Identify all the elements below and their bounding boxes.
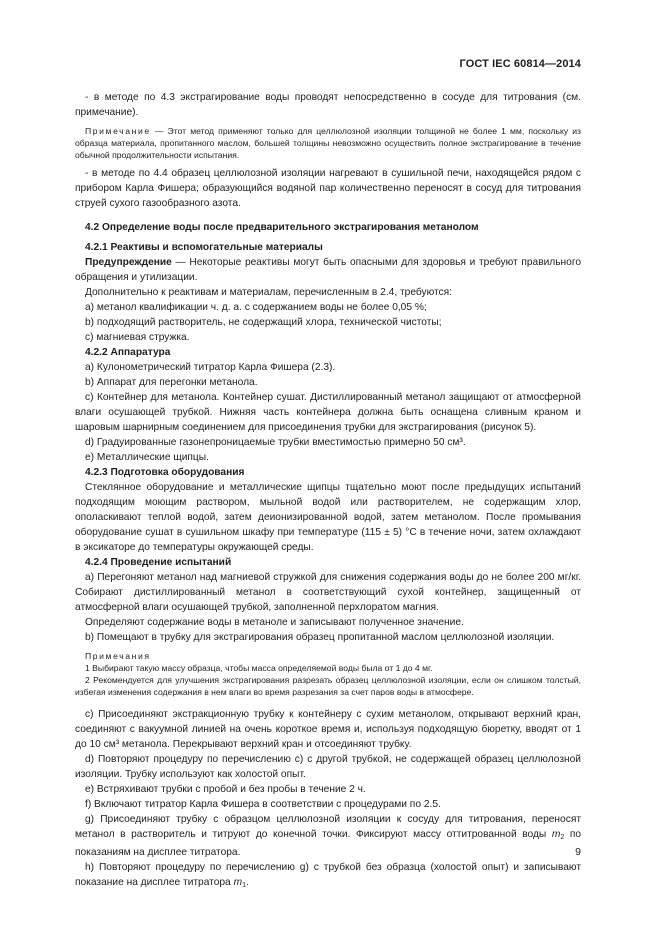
page-number: 9 (575, 846, 581, 858)
note-item: 2 Рекомендуется для улучшения экстрагирования разрезать образец целлюлозной изоляции, если он слишком толстый, избегая изменения содержания в нем влаги во время разрезания за счет паров воды в атмосфере. (75, 675, 581, 697)
paragraph: - в методе по 4.4 образец целлюлозной изоляции нагревают в сушильной печи, находящейся рядом с прибором Карла Фишера; образующийся водяной пар количественно переносят в сосуд для титрования струей сухого газообразного азота. (75, 168, 581, 209)
variable: m (551, 829, 561, 840)
item-text: g) Присоединяют трубку с образцом целлюлозной изоляции к сосуду для титрования, переносят метанол в растворитель и титруют до конечной точки. Фиксируют массу оттитрованной воды (75, 814, 581, 840)
item-text: h) Повторяют процедуру по перечислению g) с трубкой без образца (холостой опыт) и записывают показание на дисплее титратора (75, 862, 581, 888)
list-item: c) Присоединяют экстракционную трубку к контейнеру с сухим метанолом, открывают верхний кран, соединяют с вакуумной линией на очень короткое время и, используя подходящую бюретку, вводят от 1 до 10 см³ метанола. Перекрывают верхний кран и отсоединяют трубку. (75, 709, 581, 750)
list-item: d) Повторяют процедуру по перечислению с) с другой трубкой, не содержащей образец целлюлозной изоляции. Трубку используют как холостой опыт. (75, 754, 581, 780)
paragraph: Определяют содержание воды в метаноле и записывают полученное значение. (85, 617, 464, 628)
document-header: ГОСТ IEC 60814—2014 (459, 58, 581, 70)
warning-label: Предупреждение (85, 257, 172, 268)
note-label: Примечание (85, 126, 151, 136)
list-item (75, 860, 581, 893)
list-item (75, 812, 581, 860)
list-item: a) Кулонометрический титратор Карла Фишера (2.3). (85, 362, 336, 373)
note-text: — Этот метод применяют только для целлюлозной изоляции толщиной не более 1 мм, поскольку из образца материала, пропитанного маслом, большей толщины невозможно осуществить полное экстрагирование в течение обычной продолжительности испытания. (75, 126, 581, 160)
list-item: d) Градуированные газонепроницаемые трубки вместимостью примерно 50 см³. (85, 437, 466, 448)
list-item: a) метанол квалификации ч. д. а. с содержанием воды не более 0,05 %; (85, 302, 427, 313)
list-item: e) Встряхивают трубки с пробой и без пробы в течение 2 ч. (85, 784, 366, 795)
list-item: b) Аппарат для перегонки метанола. (85, 377, 258, 388)
item-text: по показаниям на дисплее титратора. (75, 829, 581, 858)
subsection-heading: 4.2.1 Реактивы и вспомогательные материалы (85, 242, 323, 253)
list-item: b) подходящий растворитель, не содержащий хлора, технической чистоты; (85, 317, 442, 328)
list-item: b) Помещают в трубку для экстрагирования образец пропитанной маслом целлюлозной изоляции. (85, 632, 555, 643)
paragraph: Дополнительно к реактивам и материалам, перечисленным в 2.4, требуются: (85, 287, 452, 298)
section-heading: 4.2 Определение воды после предварительного экстрагирования метанолом (85, 222, 479, 233)
warning (75, 255, 581, 285)
paragraph: - в методе по 4.3 экстрагирование воды проводят непосредственно в сосуде для титрования (см. примечание). (75, 92, 581, 118)
warning-text: — Некоторые реактивы могут быть опасными для здоровья и требуют правильного обращения и утилизации. (75, 257, 581, 283)
notes-label: Примечания (85, 651, 151, 661)
note-item: 1 Выбирают такую массу образца, чтобы масса определяемой воды была от 1 до 4 мг. (85, 663, 433, 673)
subsection-heading: 4.2.2 Аппаратура (85, 347, 171, 358)
list-item: e) Металлические щипцы. (85, 452, 209, 463)
list-item: f) Включают титратор Карла Фишера в соответствии с процедурами по 2.5. (85, 799, 441, 810)
item-text: . (245, 877, 249, 888)
list-item: c) магниевая стружка. (85, 332, 190, 343)
variable-subscript: 1 (242, 882, 246, 889)
variable: m (233, 877, 243, 888)
note (75, 125, 581, 161)
subsection-heading: 4.2.4 Проведение испытаний (85, 557, 232, 568)
variable-subscript: 2 (560, 834, 565, 841)
list-item: a) Перегоняют метанол над магниевой стружкой для снижения содержания воды до не более 200 мг/кг. Собирают дистиллированный метанол в соответствующий сухой контейнер, защищенный от атмосферной влаги осушающей трубкой, заполненной перхлоратом магния. (75, 572, 581, 613)
list-item: c) Контейнер для метанола. Контейнер сушат. Дистиллированный метанол защищают от атмосферной влаги осушающей трубкой. Нижняя часть контейнера должна быть оснащена сливным краном и шаровым шарнирным соединением для присоединения трубки для экстрагирования (рисунок 5). (75, 392, 581, 433)
subsection-heading: 4.2.3 Подготовка оборудования (85, 467, 245, 478)
paragraph: Стеклянное оборудование и металлические щипцы тщательно моют после предыдущих испытаний подходящим моющим раствором, мыльной водой или растворителем, не содержащим хлор, ополаскивают теплой водой, затем деионизированной водой, затем метанолом. После промывания оборудование сушат в сушильном шкафу при температуре (115 ± 5) °С в течение ночи, затем охлаждают в эксикаторе до температуры окружающей среды. (75, 482, 581, 553)
document-body (75, 90, 581, 893)
